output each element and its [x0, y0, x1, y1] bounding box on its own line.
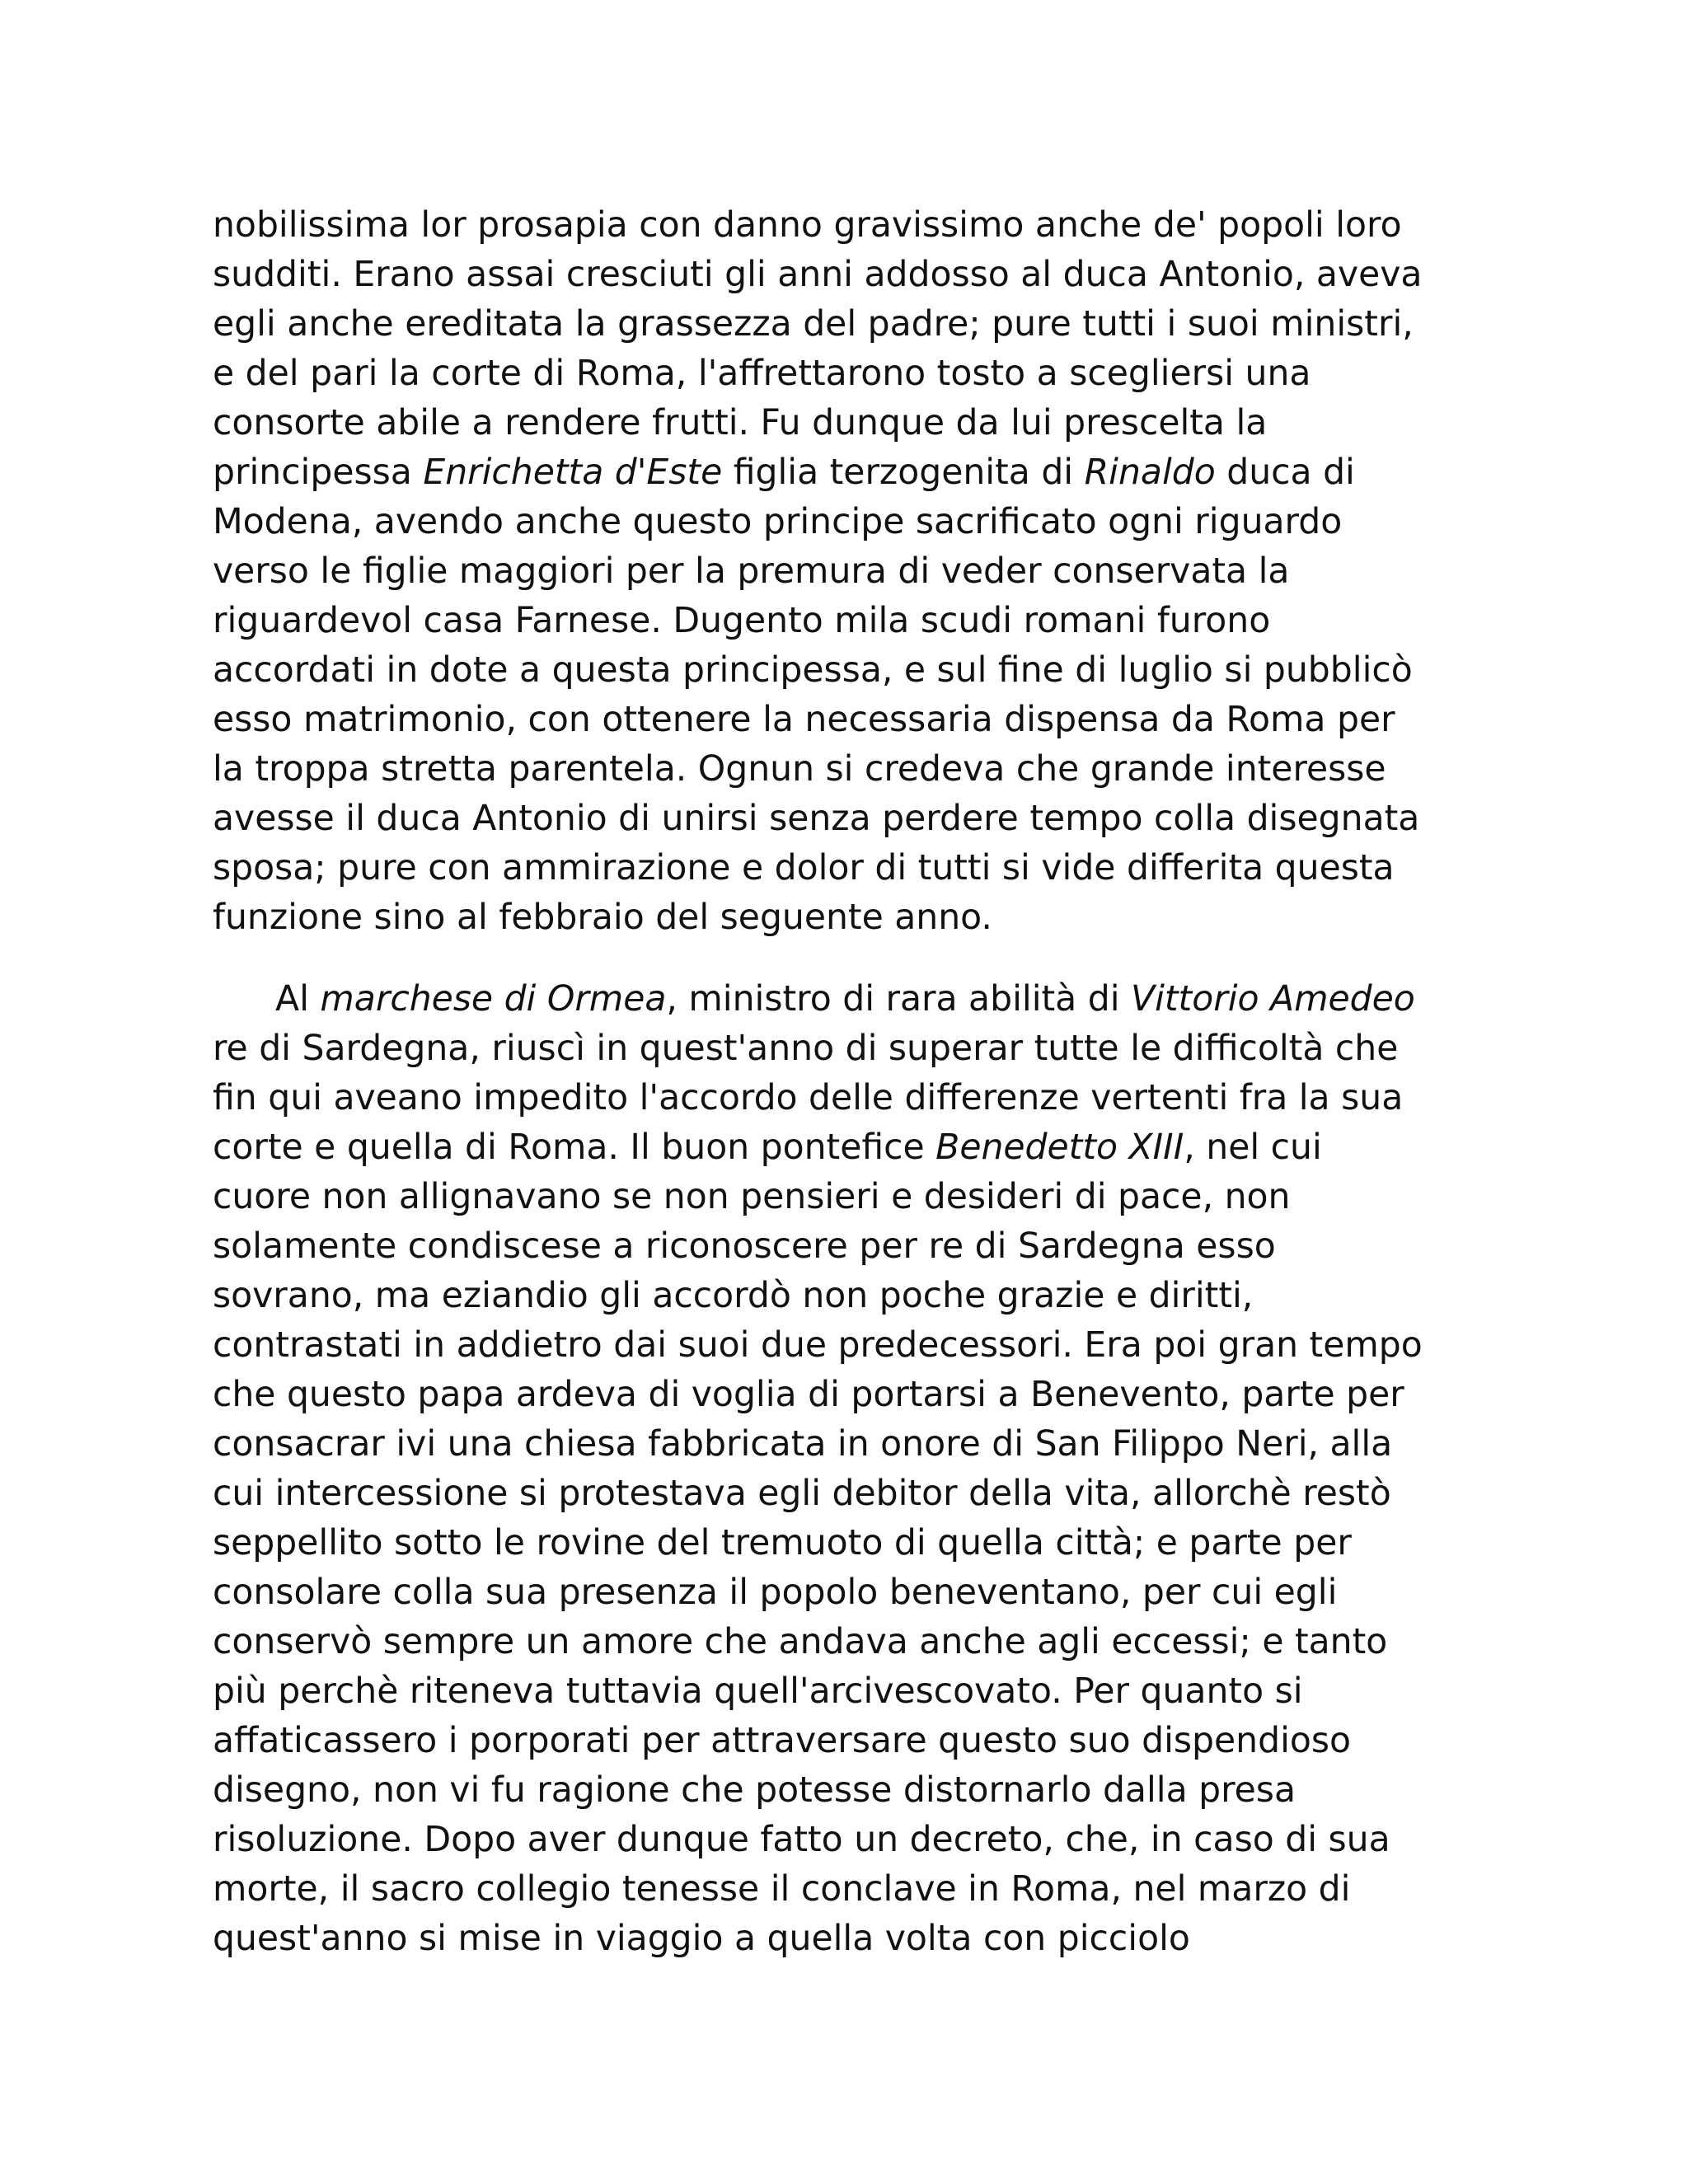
italic-name: Rinaldo: [1084, 452, 1216, 493]
text-line: esso matrimonio, con ottenere la necessaria dispensa da Roma per: [213, 700, 1395, 740]
text-line: verso le figlie maggiori per la premura di veder conservata la: [213, 551, 1290, 592]
text-line: solamente condiscese a riconoscere per re di Sardegna esso: [213, 1226, 1276, 1267]
text-line: affaticassero i porporati per attraversare questo suo dispendioso: [213, 1721, 1352, 1761]
text-segment: Al: [275, 979, 321, 1019]
text-line: risoluzione. Dopo aver dunque fatto un decreto, che, in caso di sua: [213, 1820, 1390, 1860]
text-line: sudditi. Erano assai cresciuti gli anni addosso al duca Antonio, aveva: [213, 255, 1423, 295]
text-line: avesse il duca Antonio di unirsi senza perdere tempo colla disegnata: [213, 799, 1420, 839]
text-segment: duca di: [1215, 452, 1355, 493]
text-line: cuore non allignavano se non pensieri e desideri di pace, non: [213, 1177, 1291, 1217]
text-line: nobilissima lor prosapia con danno gravissimo anche de' popoli loro: [213, 205, 1402, 246]
text-line: [213, 448, 1492, 498]
text-line: che questo papa ardeva di voglia di portarsi a Benevento, parte per: [213, 1375, 1404, 1415]
italic-name: Vittorio Amedeo: [1131, 979, 1415, 1019]
text-line: fin qui aveano impedito l'accordo delle differenze vertenti fra la sua: [213, 1078, 1404, 1118]
paragraph-1: [213, 201, 1492, 943]
text-line: accordati in dote a questa principessa, e sul fine di luglio si pubblicò: [213, 650, 1413, 691]
text-line: sposa; pure con ammirazione e dolor di tutti si vide differita questa: [213, 848, 1395, 888]
text-line: re di Sardegna, riuscì in quest'anno di superar tutte le difficoltà che: [213, 1029, 1399, 1069]
text-line: consolare colla sua presenza il popolo beneventano, per cui egli: [213, 1572, 1338, 1613]
text-segment: principessa: [213, 452, 424, 493]
text-segment: figlia terzogenita di: [722, 452, 1085, 493]
text-line: morte, il sacro collegio tenesse il conclave in Roma, nel marzo di: [213, 1869, 1351, 1910]
text-line: consorte abile a rendere frutti. Fu dunque da lui prescelta la: [213, 403, 1268, 443]
text-line: più perchè riteneva tuttavia quell'arcivescovato. Per quanto si: [213, 1671, 1303, 1712]
text-line: [213, 975, 1492, 1024]
text-line: riguardevol casa Farnese. Dugento mila scudi romani furono: [213, 601, 1271, 641]
paragraph-2: [213, 975, 1492, 1964]
text-line: Modena, avendo anche questo principe sacrificato ogni riguardo: [213, 502, 1343, 542]
italic-name: Enrichetta d'Este: [423, 452, 723, 493]
text-line: consacrar ivi una chiesa fabbricata in onore di San Filippo Neri, alla: [213, 1424, 1393, 1465]
text-line: cui intercessione si protestava egli debitor della vita, allorchè restò: [213, 1474, 1391, 1514]
text-line: e del pari la corte di Roma, l'affrettarono tosto a scegliersi una: [213, 354, 1311, 394]
italic-name: Benedetto XIII: [935, 1127, 1184, 1168]
text-line: contrastati in addietro dai suoi due predecessori. Era poi gran tempo: [213, 1325, 1423, 1366]
text-line: funzione sino al febbraio del seguente anno.: [213, 898, 992, 938]
text-line: la troppa stretta parentela. Ognun si credeva che grande interesse: [213, 749, 1386, 790]
text-line: sovrano, ma eziandio gli accordò non poche grazie e diritti,: [213, 1276, 1254, 1316]
text-segment: , ministro di rara abilità di: [666, 979, 1132, 1019]
text-line: conservò sempre un amore che andava anche agli eccessi; e tanto: [213, 1622, 1388, 1662]
text-line: disegno, non vi fu ragione che potesse distornarlo dalla presa: [213, 1770, 1296, 1811]
text-line: quest'anno si mise in viaggio a quella volta con picciolo: [213, 1919, 1190, 1959]
text-segment: corte e quella di Roma. Il buon pontefice: [213, 1127, 936, 1168]
italic-name: marchese di Ormea: [320, 979, 667, 1019]
text-line: seppellito sotto le rovine del tremuoto di quella città; e parte per: [213, 1523, 1352, 1563]
text-line: [213, 1123, 1492, 1173]
text-segment: , nel cui: [1184, 1127, 1322, 1168]
text-line: egli anche ereditata la grassezza del padre; pure tutti i suoi ministri,: [213, 304, 1414, 344]
